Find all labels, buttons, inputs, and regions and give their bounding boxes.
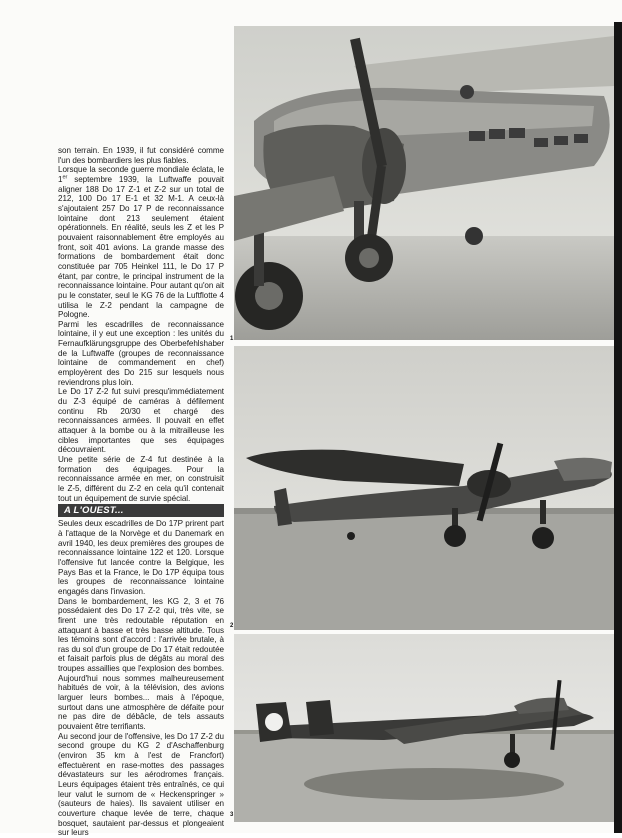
section-heading: A L'OUEST... [58,504,224,517]
paragraph: Lorsque la seconde guerre mondiale éclata, le 1er septembre 1939, la Luftwaffe pouvait aligner 188 Do 17 Z-1 et Z-2 sur un total de 212, 100 Do 17 E-1 et 32 M-1. A ceux-là s'ajoutaient 257 Do 17 P de reconnaissance lointaine dont 213 seulement étaient opérationnels. En réalité, seuls les Z et les P pouvaient raisonnablement être employés au front, soit 401 avions. La grande masse des formations de bombardement était donc constituée par 705 Heinkel 111, le Do 17 P étant, par contre, le principal instrument de la reconnaissance lointaine. Pour autant qu'on ait pu le constater, seul le KG 76 de la Luftflotte 4 utilisa le Z-2 pendant la campagne de Pologne. [58,165,224,320]
photo-aircraft-side [234,346,614,630]
paragraph: Le Do 17 Z-2 fut suivi presqu'immédiatement du Z-3 équipé de caméras à défilement continu Rb 20/30 et chargé des reconnaissances armées. Il pouvait en effet attaquer à la bombe ou à la mitrailleuse les cibles importantes que ses équipages découvraient. [58,387,224,455]
article-text-column [58,146,224,838]
figure-number: 2 [230,623,234,629]
paragraph: Dans le bombardement, les KG 2, 3 et 76 possédaient des Do 17 Z-2 qui, très vite, se firent une très redoutable réputation en attaquant à basse et très basse altitude. Tous les témoins sont d'accord : l'arrivée brutale, à ras du sol d'un groupe de Do 17 était redoutée et faisait parfois plus de dégâts au moral des troupes assaillies que l'explosion des bombes. Aujourd'hui nous sommes malheureusement habitués de voir, à la télévision, des avions larguer leurs bombes... mais à l'époque, surtout dans une atmosphère de défaite pour ne pas dire de débâcle, de tels assauts pouvaient être terrifiants. [58,596,224,732]
photo-aircraft-tail [234,634,614,822]
paragraph: Au second jour de l'offensive, les Do 17 Z-2 du second groupe du KG 2 d'Aschaffenburg (environ 35 km à l'est de Francfort) effectuèrent en rase-mottes des passages dévastateurs sur les aérodromes français. Leurs équipages étaient très entraînés, ce qui leur valut le surnom de « Heckenspringer » (sauteurs de haies). Ils savaient utiliser en couverture chaque levée de terre, chaque bosquet, sautaient par-dessus et plongeaient sur leurs [58,731,224,838]
paragraph: Une petite série de Z-4 fut destinée à la formation des équipages. Pour la reconnaissance armée en mer, on construisit le Z-5, différent du Z-2 en cela qu'il contenait tout un équipement de survie spécial. [58,455,224,503]
paragraph: Seules deux escadrilles de Do 17P prirent part à l'attaque de la Norvège et du Danemark en avril 1940, les deux premières des groupes de reconnaissance lointaine 122 et 120. Lorsque l'offensive fut lancée contre la Belgique, les Pays Bas et la France, le Do 17P équipa tous les groupes de reconnaissance lointaine engagés dans l'invasion. [58,519,224,596]
figure-number: 1 [230,336,234,342]
page-edge-shadow [614,22,622,833]
figure-number: 3 [230,812,234,818]
paragraph: son terrain. En 1939, il fut considéré comme l'un des bombardiers les plus fiables. [58,146,224,165]
paragraph: Parmi les escadrilles de reconnaissance lointaine, il y eut une exception : les unités du Fernaufklärungsgruppe des Oberbefehlshaber de la Luftwaffe (groupes de reconnaissance lointaine de commandement en chef) employèrent des Do 215 sur lesquels nous reviendrons plus loin. [58,319,224,387]
photo-aircraft-closeup [234,26,614,340]
